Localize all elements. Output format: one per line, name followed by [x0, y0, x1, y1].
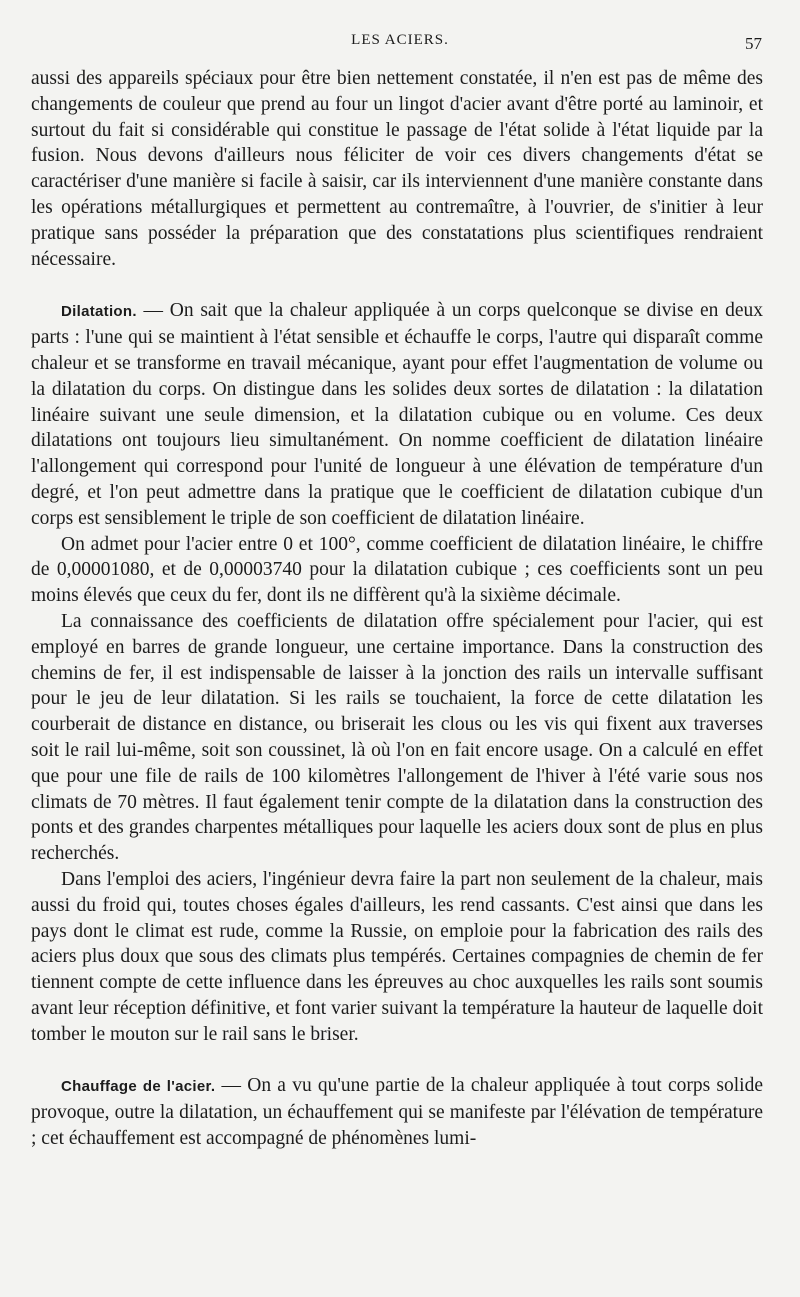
paragraph-chauffage — [31, 1073, 763, 1151]
paragraph-dilatation-text: — On sait que la chaleur appliquée à un corps quelconque se divise en deux parts : l'une qui se maintient à l'état sensible et échauffe le corps, l'autre qui disparaît comme chaleur et se transforme en travail mécanique, ayant pour effet l'augmentation de volume ou la dilatation du corps. On distingue dans les solides deux sortes de dilatation : la dilatation linéaire suivant une seule dimension, et la dilatation cubique ou en volume. Ces deux dilatations ont toujours lieu simultanément. On nomme coefficient de dilatation linéaire l'allongement qui correspond pour l'unité de longueur à une élévation de température d'un degré, et l'on peut admettre dans la pratique que le coefficient de dilatation cubique d'un corps est sensiblement le triple de son coefficient de dilatation linéaire. — [31, 300, 763, 529]
paragraph-coefficients: On admet pour l'acier entre 0 et 100°, comme coefficient de dilatation linéaire, le chiffre de 0,00001080, et de 0,00003740 pour la dilatation cubique ; ces coefficients sont un peu moins élevés que ceux du fer, dont ils ne diffèrent qu'à la sixième décimale. — [31, 533, 763, 607]
paragraph-cold: Dans l'emploi des aciers, l'ingénieur devra faire la part non seulement de la chaleur, mais aussi du froid qui, toutes choses égales d'ailleurs, les rend cassants. C'est ainsi que dans les pays dont le climat est rude, comme la Russie, on emploie pour la fabrication des rails des aciers plus doux que sous des climats plus tempérés. Certaines compagnies de chemin de fer tiennent compte de cette influence dans les épreuves au choc auxquelles les rails sont soumis avant leur réception définitive, et font varier suivant la température la hauteur de laquelle doit tomber le mouton sur le rail sans le briser. — [31, 868, 763, 1045]
body-text — [31, 66, 763, 1152]
page-number: 57 — [745, 34, 762, 53]
paragraph-dilatation — [31, 298, 763, 531]
paragraph-chauffage-text: — On a vu qu'une partie de la chaleur appliquée à tout corps solide provoque, outre la dilatation, un échauffement qui se manifeste par l'élévation de température ; cet échauffement est accompagné de phénomènes lumi- — [31, 1075, 763, 1150]
section-heading-dilatation: Dilatation. — [61, 303, 137, 321]
paragraph-continuation: aussi des appareils spéciaux pour être bien nettement constatée, il n'en est pas de même des changements de couleur que prend au four un lingot d'acier avant d'être porté au laminoir, et surtout du fait si considérable qui constitue le passage de l'état solide à l'état liquide par la fusion. Nous devons d'ailleurs nous féliciter de voir ces divers changements d'état se caractériser d'une manière si facile à saisir, car ils interviennent d'une manière constante dans les opérations métallurgiques et permettent au contremaître, à l'ouvrier, de s'initier à leur pratique sans posséder la préparation que des constatations plus scientifiques rendraient nécessaire. — [31, 68, 763, 270]
section-heading-chauffage: Chauffage de l'acier. — [61, 1078, 216, 1096]
paragraph-rails: La connaissance des coefficients de dilatation offre spécialement pour l'acier, qui est employé en barres de grande longueur, une certaine importance. Dans la construction des chemins de fer, il est indispensable de laisser à la jonction des rails un intervalle suffisant pour le jeu de leur dilatation. Si les rails se touchaient, la force de cette dilatation les courberait de distance en distance, ou briserait les clous ou les vis qui fixent aux traverses soit le rail lui-même, soit son coussinet, là où l'on en fait encore usage. On a calculé en effet que pour une file de rails de 100 kilomètres l'allongement de l'hiver à l'été varie sous nos climats de 70 mètres. Il faut également tenir compte de la dilatation dans la construction des ponts et des grandes charpentes métalliques pour laquelle les aciers doux sont de plus en plus recherchés. — [31, 610, 763, 865]
running-title: LES ACIERS. — [351, 32, 449, 48]
